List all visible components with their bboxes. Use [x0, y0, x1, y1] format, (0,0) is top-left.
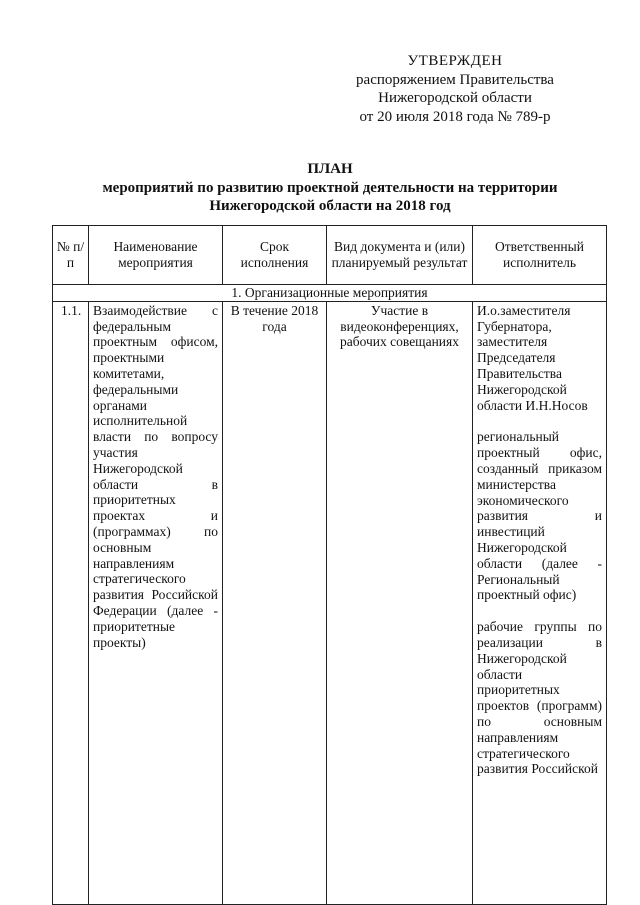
approval-region: Нижегородской области [378, 90, 532, 106]
exec-working-groups: рабочие группы по реализации в Нижегородской области приоритетных проектов (программ) по основным направлениям стратегического развития Российской [477, 619, 602, 777]
row-num: 1.1. [53, 301, 89, 904]
plan-table [52, 225, 607, 905]
header-exec: Ответственный исполнитель [473, 226, 607, 285]
header-term: Срок исполнения [223, 226, 327, 285]
title-scope: Нижегородской области на 2018 год [209, 198, 451, 214]
document-title [40, 160, 620, 216]
header-doc: Вид документа и (или) планируемый результат [327, 226, 473, 285]
header-name: Наименование мероприятия [89, 226, 223, 285]
row-doc: Участие в видеоконференциях, рабочих совещаниях [327, 301, 473, 904]
approval-status: УТВЕРЖДЕН [407, 53, 503, 69]
table-header-row [53, 226, 607, 285]
title-subject: мероприятий по развитию проектной деятельности на территории [102, 179, 558, 196]
table-row [53, 301, 607, 904]
approval-date-number: от 20 июля 2018 года № 789-р [359, 108, 551, 125]
exec-project-office: региональный проектный офис, созданный приказом министерства экономического развития и инвестиций Нижегородской области (далее - Региональный проектный офис) [477, 429, 602, 603]
row-name: Взаимодействие с федеральным проектным офисом, проектными комитетами, федеральными органами исполнительной власти по вопросу участия Нижегородской области в приоритетных проектах и (программах) по основным направлениям стратегического развития Российской Федерации (далее - приоритетные проекты) [89, 301, 223, 904]
header-num: № п/п [53, 226, 89, 285]
row-term: В течение 2018 года [223, 301, 327, 904]
approval-by: распоряжением Правительства [356, 71, 554, 88]
approval-block [300, 52, 610, 126]
row-exec [473, 301, 607, 904]
exec-official: И.о.заместителя Губернатора, заместителя Председателя Правительства Нижегородской области И.Н.Носов [477, 302, 588, 413]
section-title: 1. Организационные мероприятия [53, 285, 607, 302]
title-plan: ПЛАН [307, 161, 353, 177]
section-row [53, 285, 607, 302]
